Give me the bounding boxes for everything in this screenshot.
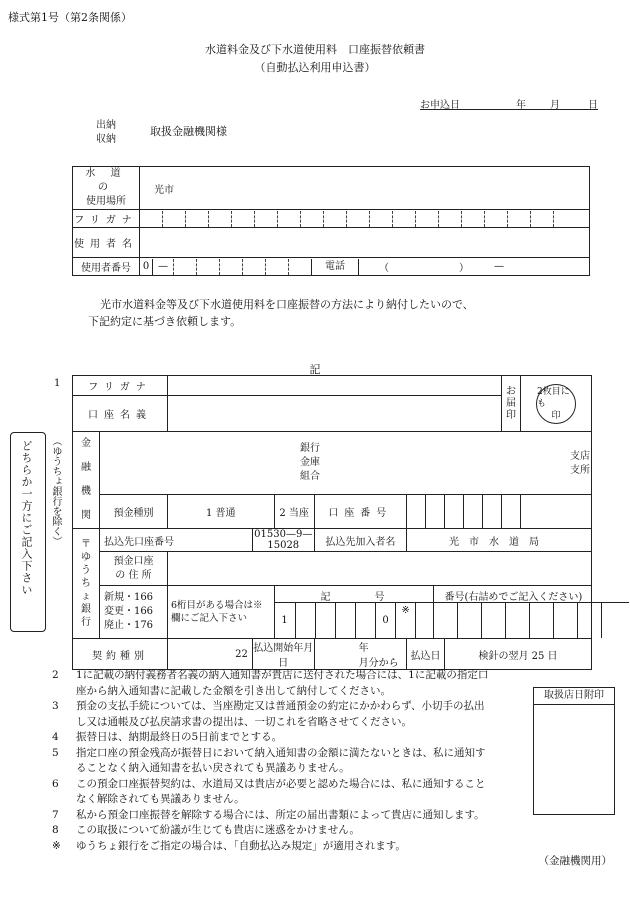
contract-label: 契約種別 (73, 639, 168, 670)
pay-date-label: 払込日 (407, 639, 445, 670)
form-subtitle: （自動払込利用申込書） (254, 61, 376, 74)
bank-types: 銀行 金庫 組合 (299, 442, 320, 482)
seal-circle: 2枚目にも 印 (536, 384, 576, 424)
stamp-box-label: 取扱店日附印 (534, 688, 614, 705)
user-name-label: 使用者名 (73, 228, 140, 258)
account-name-label: 口座名義 (73, 396, 168, 432)
account-number-label: 口座番号 (314, 494, 406, 528)
account-digit[interactable] (426, 494, 445, 528)
note-line: 7 私から預金口座振替を解除する場合には、所定の届出書類によって貴店に通知します。 (52, 808, 485, 821)
seal-label: お 届 印 (502, 376, 521, 432)
note-line: 6 この預金口座振替契約は、水道局又は貴店が必要と認めた場合には、私に通知すること (52, 777, 486, 790)
note-line: 座から納入通知書に記載した金額を引き出して納付してください。 (76, 684, 391, 697)
apply-date-year: 年 (516, 100, 526, 111)
user-number-prefix: 0 (142, 261, 150, 272)
pay-date-value: 検針の翌月 25 日 (445, 639, 592, 670)
phone-paren-close: ） (459, 263, 469, 274)
account-digit[interactable] (502, 494, 521, 528)
note-line: 2 1に記載の納付義務者名義の納入通知書が貴店に送付された場合には、1に記載の指定口 (52, 669, 489, 681)
side-note: どちらか一方にご記入下さい (20, 440, 33, 596)
note-line: ることなく納入通知書を払い戻されても異議ありません。 (76, 762, 350, 774)
bank-table (72, 375, 592, 670)
addressee-line1: 出納 (96, 120, 116, 131)
section-number: 1 (54, 378, 61, 389)
user-number-field[interactable] (140, 258, 590, 276)
account-digit[interactable] (483, 494, 502, 528)
stamp-box[interactable] (533, 687, 615, 815)
deposit-current[interactable]: 2 当座 (274, 494, 314, 528)
kigou-mark: ※ (395, 603, 416, 638)
account-digit[interactable] (521, 494, 592, 528)
payee-value: 光市水道局 (407, 529, 592, 552)
addressee-name: 取扱金融機関様 (150, 125, 227, 138)
phone-paren-open: （ (379, 263, 389, 274)
place-label: 水 道 の 使用場所 (73, 167, 140, 210)
request-line2: 下記約定に基づき依頼します。 (88, 315, 242, 328)
furigana-label: フリガナ (73, 210, 140, 228)
note-line: 5 指定口座の預金残高が振替日において納入通知書の金額に満たないときは、私に通知す (52, 746, 486, 759)
side-paren: （ゆうちょ銀行を除く） (50, 436, 61, 546)
ki-label: 記 (309, 363, 321, 376)
account-name-field[interactable] (168, 396, 502, 432)
note-line: なく解除されても異議ありません。 (76, 793, 245, 805)
place-field[interactable] (140, 167, 590, 210)
note-line: し又は通帳及び払戻請求書の提出は、一切これを省略させてください。 (76, 715, 412, 728)
kigou-first: 1 (281, 615, 288, 626)
user-name-field[interactable] (140, 228, 590, 258)
contract-value: 22 (168, 639, 253, 670)
phone-label: 電話 (312, 259, 359, 275)
note-line: ※ ゆうちょ銀行をご指定の場合は、「自動払込み規定」が適用されます。 (52, 839, 406, 852)
yucho-codes: 新規・166 変更・166 廃止・176 (99, 586, 167, 639)
place-value: 光市 (154, 184, 174, 196)
yucho-label: 〒 ゆ う ち ょ 銀 行 (73, 529, 100, 639)
notes-list (52, 668, 488, 854)
form-number: 様式第1号（第2条関係） (8, 11, 132, 24)
user-number-dash: — (152, 259, 173, 275)
user-number-label: 使用者番号 (73, 258, 140, 276)
bank-furigana-field[interactable] (168, 376, 502, 396)
start-date-field[interactable]: 年 月分から (314, 639, 406, 670)
apply-date[interactable] (420, 96, 598, 110)
payee-label: 払込先加入者名 (314, 529, 406, 552)
note-line: 8 この取扱について紛議が生じても貴店に迷惑をかけません。 (52, 824, 360, 836)
seal-box[interactable] (521, 376, 592, 432)
note-line: 3 預金の支払手続については、当座勘定又は普通預金の約定にかかわらず、小切手の払出 (52, 700, 485, 712)
form-title: 水道料金及び下水道使用料 口座振替依頼書 (205, 43, 425, 56)
addressee-line2: 収納 (96, 134, 116, 145)
apply-date-day: 日 (588, 100, 598, 111)
holder-address-field[interactable] (168, 552, 592, 586)
account-digit[interactable] (445, 494, 464, 528)
deposit-normal[interactable]: 1 普通 (168, 494, 275, 528)
customer-table (72, 166, 590, 276)
six-digit-note: 6桁目がある場合は※欄にご記入下さい (168, 586, 275, 639)
transfer-account-label: 払込先口座番号 (99, 529, 252, 552)
bank-furigana-label: フリガナ (73, 376, 168, 396)
footer-label: （金融機関用） (538, 855, 612, 867)
request-line1: 光市水道料金等及び下水道使用料を口座振替の方法により納付したいので、 (100, 298, 474, 311)
deposit-type-label: 預金種別 (99, 494, 167, 528)
institution-field[interactable] (99, 432, 591, 495)
furigana-field[interactable] (140, 210, 590, 228)
institution-label: 金 融 機 関 (73, 432, 100, 529)
account-digit[interactable] (464, 494, 483, 528)
transfer-account-value: 01530—9—15028 (254, 529, 313, 551)
bangou-label: 番号(右詰めでご記入ください) (444, 592, 583, 603)
phone-dash: — (494, 261, 504, 272)
note-line: 4 振替日は、納期最終日の5日前までとする。 (52, 731, 283, 743)
kigou-zero: 0 (375, 603, 396, 638)
account-digit[interactable] (407, 494, 426, 528)
holder-address-label: 預金口座 の 住 所 (99, 552, 167, 586)
start-label: 払込開始年月日 (252, 639, 314, 670)
kigou-label: 記 号 (320, 592, 393, 603)
kigou-bangou-field[interactable] (274, 586, 591, 639)
branch-types: 支店 支所 (569, 450, 590, 476)
apply-date-month: 月 (550, 100, 560, 111)
apply-date-label: お申込日 (420, 100, 460, 111)
